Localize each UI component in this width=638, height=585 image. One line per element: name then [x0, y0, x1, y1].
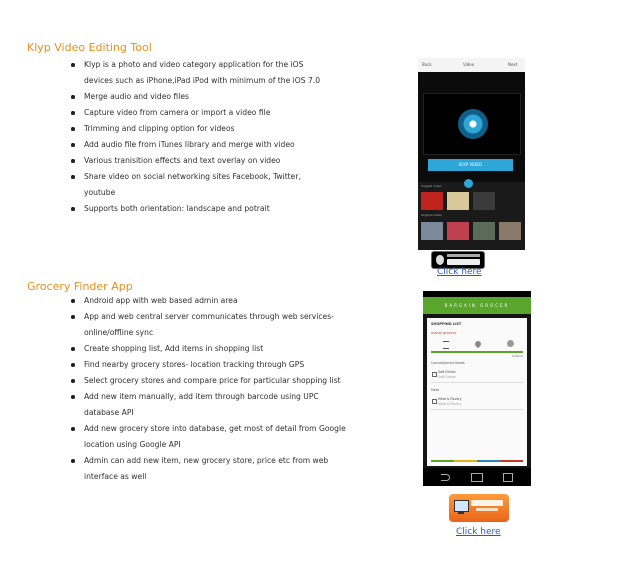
list-item: Various tranisition effects and text overlay on video: [71, 153, 326, 169]
view-demo-button[interactable]: [449, 494, 509, 522]
item-name: Meat & Poultry: [438, 397, 462, 401]
apple-icon: [436, 255, 444, 265]
video-thumbnail: [447, 192, 469, 210]
badge-text-line: [447, 259, 480, 265]
add-icon: [464, 179, 473, 188]
list-item: Klyp is a photo and video category application for the iOS devices such as iPhone,iPad iPod with minimum of the iOS 7.0: [71, 57, 326, 89]
grocery-click-here-link[interactable]: Click here: [456, 527, 501, 537]
badge-text-line: [471, 500, 503, 506]
screen-title: Video: [463, 62, 475, 67]
video-thumbnail: [447, 222, 469, 240]
bottom-actions: [431, 452, 523, 462]
grocery-feature-list: [71, 293, 346, 485]
video-thumbnail: [473, 192, 495, 210]
dollar-icon: [507, 340, 514, 347]
list-item: App and web central server communicates through web services-online/offline sync: [71, 309, 346, 341]
checkbox: [432, 372, 437, 377]
list-item: Add new item manually, add item through barcode using UPC database API: [71, 389, 346, 421]
action-bar: [454, 460, 477, 462]
home-icon: [471, 473, 483, 482]
back-label: Back: [422, 62, 432, 67]
list-name: manoj grocery: [431, 331, 457, 335]
list-item: Add new grocery store into database, get most of detail from Google location using Google API: [71, 421, 346, 453]
grocery-app-screenshot: [423, 291, 531, 486]
list-tabs: [431, 339, 523, 353]
video-thumbnail: [421, 222, 443, 240]
video-thumbnail: [421, 192, 443, 210]
klyp-feature-list: [71, 57, 326, 217]
list-item: [431, 368, 523, 383]
heart-icon: [474, 340, 482, 348]
klyp-video-button: KLYP VIDEO: [428, 159, 513, 171]
monitor-stand: [458, 511, 464, 514]
list-item: [431, 395, 523, 410]
list-item: Share video on social networking sites Facebook, Twitter, youtube: [71, 169, 326, 201]
badge-text-line: [447, 254, 480, 257]
action-bar: [500, 460, 523, 462]
action-bar: [477, 460, 500, 462]
klyp-logo-icon: [458, 109, 488, 139]
item-sub: Meat & Poultry: [438, 402, 462, 406]
grocery-title: Grocery Finder App: [27, 280, 133, 293]
list-item: Supports both orientation: landscape and potrait: [71, 201, 326, 217]
klyp-app-screenshot: [418, 58, 525, 250]
list-item: Find nearby grocery stores- location tracking through GPS: [71, 357, 346, 373]
list-item: Select grocery stores and compare price for particular shopping list: [71, 373, 346, 389]
next-label: Next: [508, 62, 518, 67]
shopping-list-screen: [427, 318, 527, 466]
category-label: Meat: [431, 388, 439, 392]
recents-icon: [503, 473, 513, 482]
video-thumbnail: [473, 222, 495, 240]
list-item: Admin can add new item, new grocery store, price etc from web interface as well: [71, 453, 346, 485]
klyp-title: Klyp Video Editing Tool: [27, 41, 152, 54]
klyp-nav-bar: [418, 58, 525, 72]
brand-bar: BARGAIN GROCER: [423, 297, 531, 314]
clipped-label: Clipped video: [421, 184, 442, 188]
action-bar: [431, 460, 454, 462]
list-item: Merge audio and video files: [71, 89, 326, 105]
list-item: Trimming and clipping option for videos: [71, 121, 326, 137]
item-name: Soft Drinks: [438, 370, 456, 374]
item-count: 4 Items: [511, 354, 523, 358]
android-nav-bar: [423, 468, 531, 486]
list-item: Capture video from camera or import a video file: [71, 105, 326, 121]
original-label: Original video: [421, 213, 442, 217]
checkbox: [432, 399, 437, 404]
video-thumbnail: [499, 222, 521, 240]
video-player: [423, 93, 521, 155]
back-icon: [441, 474, 450, 481]
video-library: [418, 182, 525, 250]
item-sub: Soft Drinks: [438, 375, 456, 379]
list-icon: [443, 341, 449, 349]
list-item: Add audio file from iTunes library and merge with video: [71, 137, 326, 153]
list-item: Create shopping list, Add items in shopping list: [71, 341, 346, 357]
list-header: SHOPPING LIST: [431, 322, 462, 326]
klyp-click-here-link[interactable]: Click here: [437, 267, 482, 277]
badge-text-line: [476, 508, 498, 511]
category-label: Canned/Jarred Goods: [431, 361, 465, 365]
list-item: Android app with web based admin area: [71, 293, 346, 309]
